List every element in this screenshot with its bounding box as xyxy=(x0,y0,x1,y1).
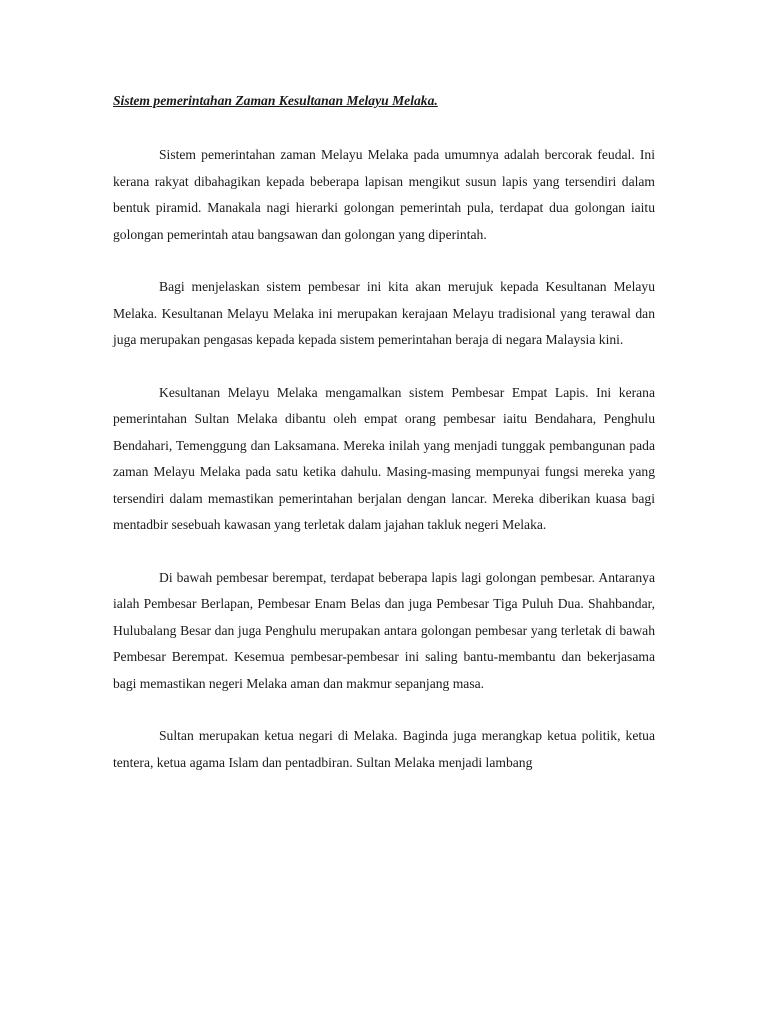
paragraph-sultan: Sultan merupakan ketua negari di Melaka. Baginda juga merangkap ketua politik, ketua tentera, ketua agama Islam dan pentadbiran. Sultan Melaka menjadi lambang xyxy=(113,728,655,770)
paragraph-kesultanan-melaka: Bagi menjelaskan sistem pembesar ini kita akan merujuk kepada Kesultanan Melayu Melaka. Kesultanan Melayu Melaka ini merupakan kerajaan Melayu tradisional yang terawal dan juga merupakan pengasas kepada kepada sistem pemerintahan beraja di negara Malaysia kini. xyxy=(113,279,655,347)
document-title: Sistem pemerintahan Zaman Kesultanan Melayu Melaka. xyxy=(113,93,438,108)
paragraph-lapis-pembesar: Di bawah pembesar berempat, terdapat beberapa lapis lagi golongan pembesar. Antaranya ialah Pembesar Berlapan, Pembesar Enam Belas dan juga Pembesar Tiga Puluh Dua. Shahbandar, Hulubalang Besar dan juga Penghulu merupakan antara golongan pembesar yang terletak di bawah Pembesar Berempat. Kesemua pembesar-pembesar ini saling bantu-membantu dan bekerjasama bagi memastikan negeri Melaka aman dan makmur sepanjang masa. xyxy=(113,569,655,691)
paragraph-pembesar-empat-lapis: Kesultanan Melayu Melaka mengamalkan sistem Pembesar Empat Lapis. Ini kerana pemerintahan Sultan Melaka dibantu oleh empat orang pembesar iaitu Bendahara, Penghulu Bendahari, Temenggung dan Laksamana. Mereka inilah yang menjadi tunggak pembangunan pada zaman Melayu Melaka pada satu ketika dahulu. Masing-masing mempunyai fungsi mereka yang tersendiri dalam memastikan pemerintahan berjalan dengan lancar. Mereka diberikan kuasa bagi mentadbir sesebuah kawasan yang terletak dalam jajahan takluk negeri Melaka. xyxy=(113,384,655,532)
document-page xyxy=(113,88,655,776)
paragraph-feudal-system: Sistem pemerintahan zaman Melayu Melaka pada umumnya adalah bercorak feudal. Ini kerana rakyat dibahagikan kepada beberapa lapisan mengikut susun lapis yang tersendiri dalam bentuk piramid. Manakala nagi hierarki golongan pemerintah pula, terdapat dua golongan iaitu golongan pemerintah atau bangsawan dan golongan yang diperintah. xyxy=(113,147,655,242)
